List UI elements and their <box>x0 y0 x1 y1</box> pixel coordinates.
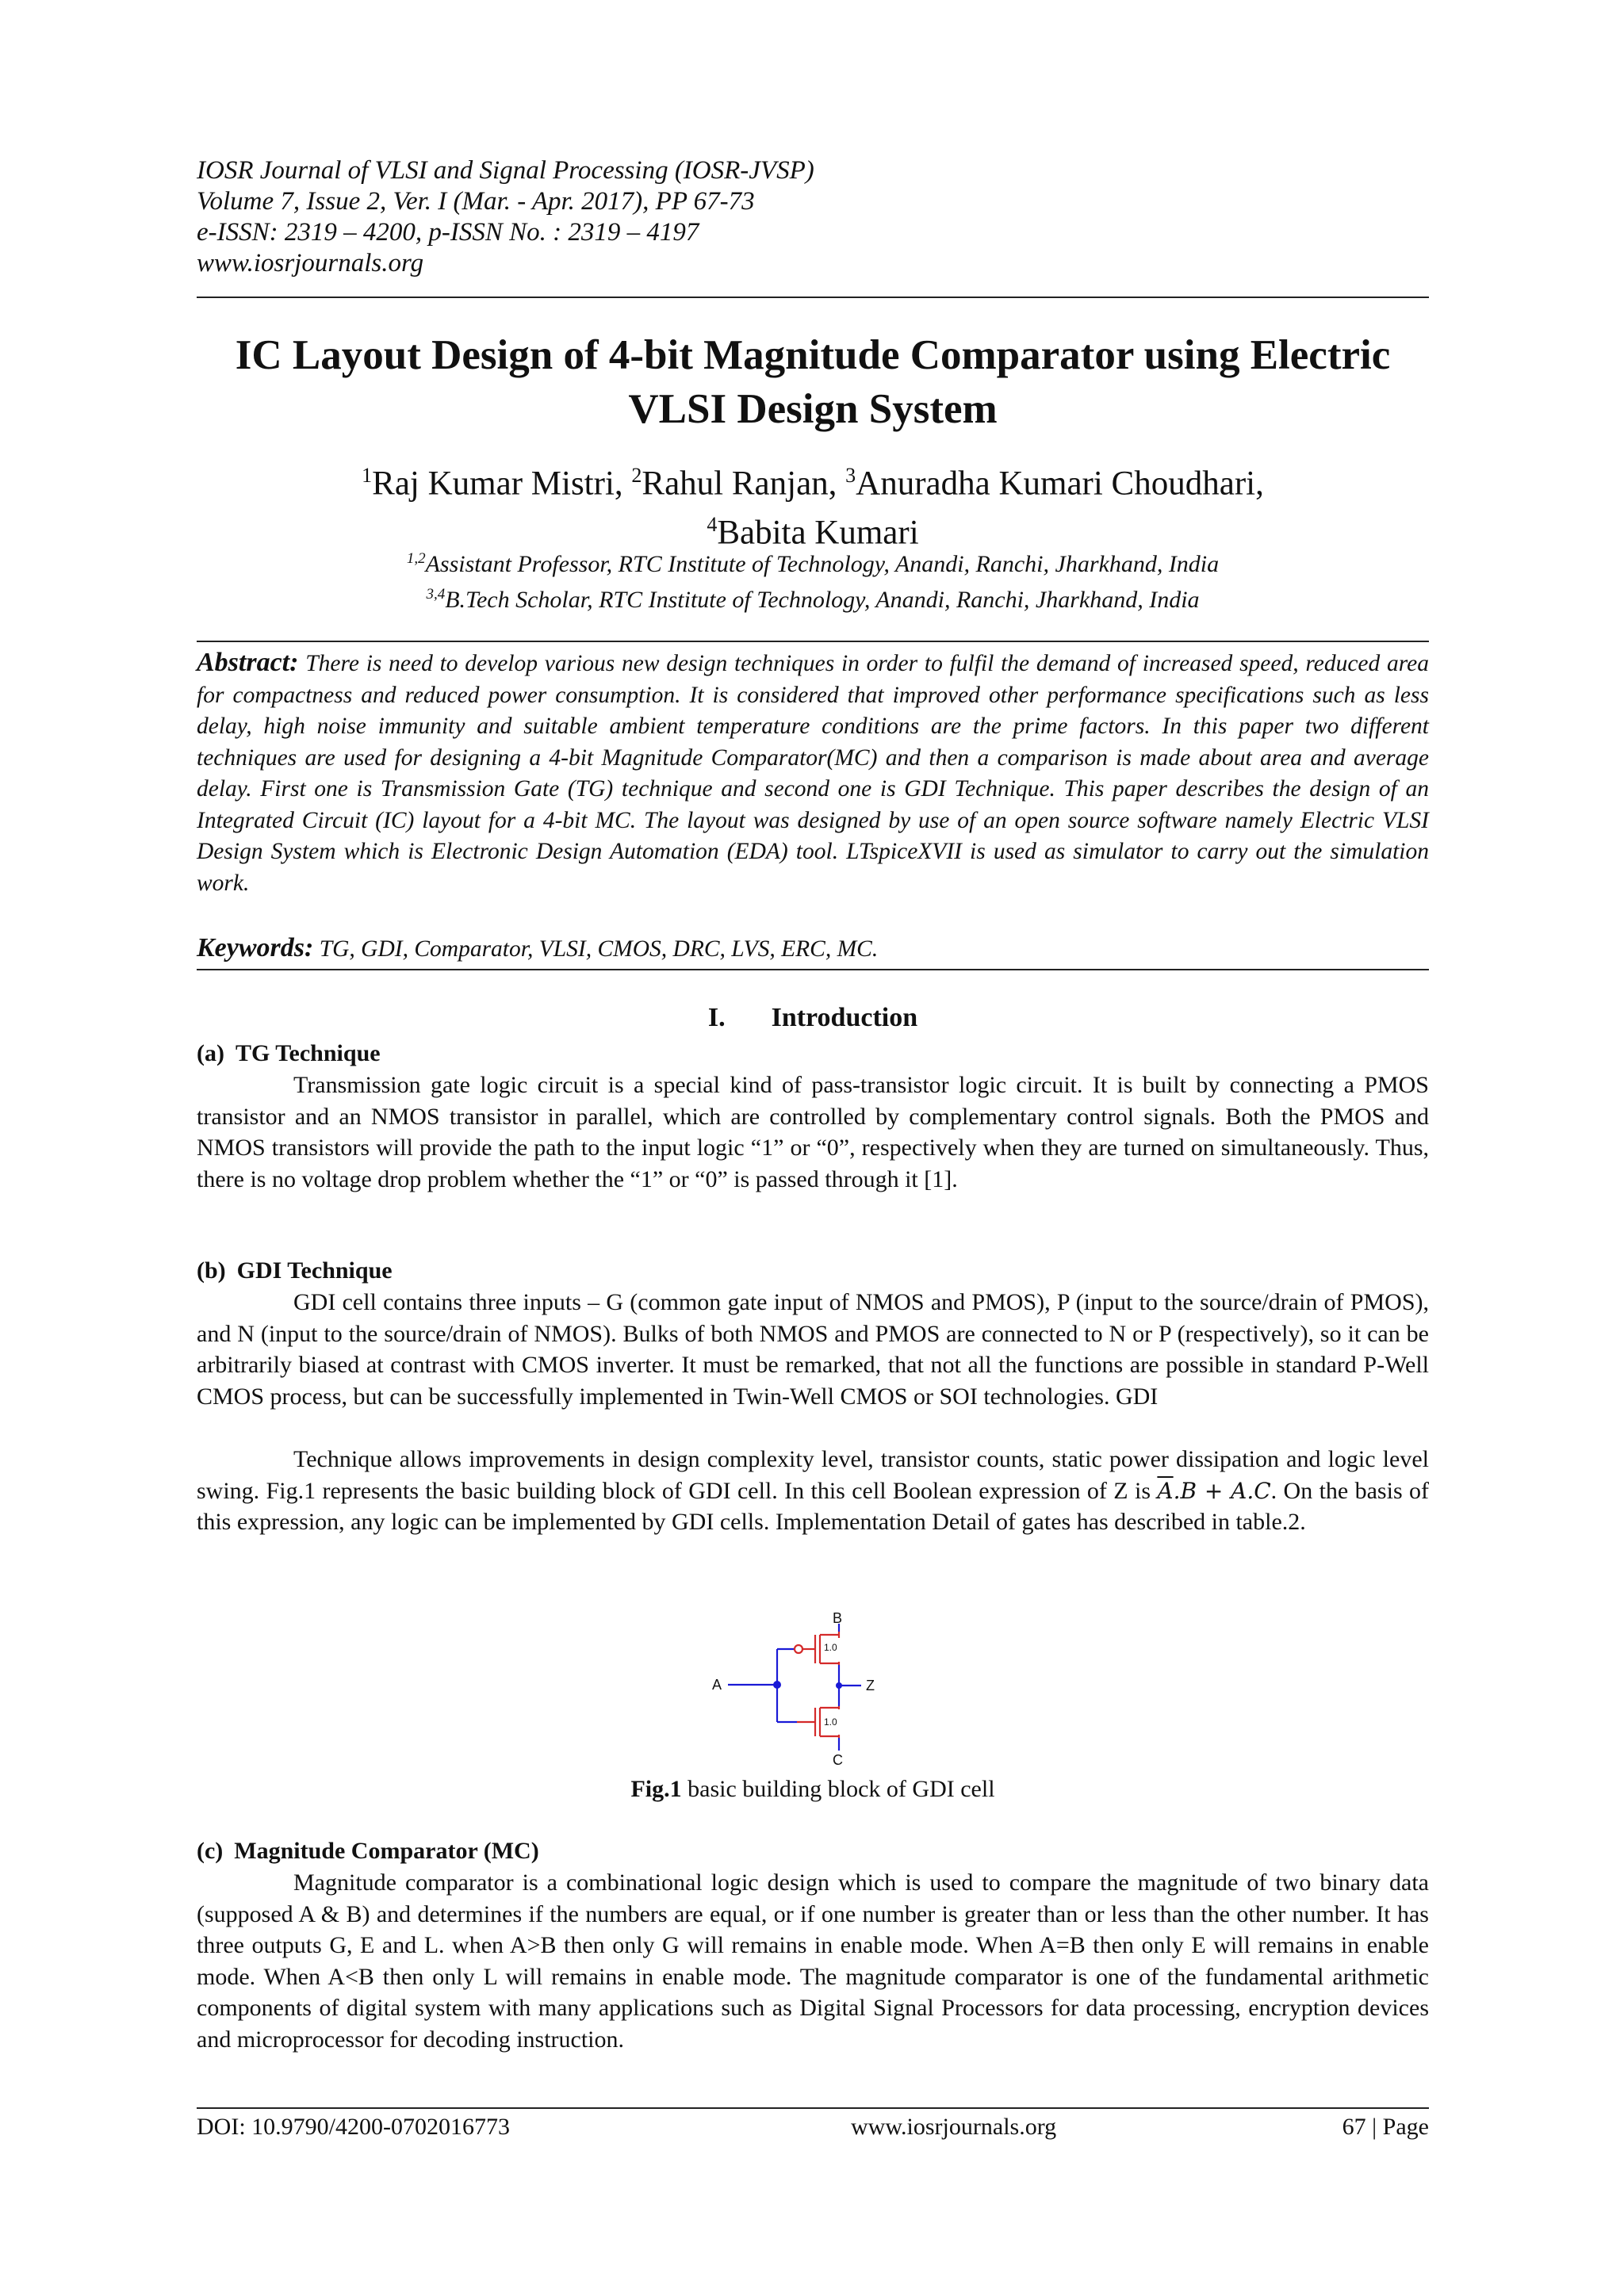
footer-page-number: 67 | Page <box>1342 2114 1429 2140</box>
subsection-title: GDI Technique <box>236 1257 393 1284</box>
schematic-labels <box>712 1610 875 1768</box>
affiliation-1: Assistant Professor, RTC Institute of Technology, Anandi, Ranchi, Jharkhand, India <box>425 551 1220 577</box>
section-heading-introduction <box>197 1002 1429 1034</box>
abstract-bottom-divider <box>197 969 1429 970</box>
keywords <box>197 932 1429 965</box>
header-divider <box>197 297 1429 298</box>
author-3-sup: 3 <box>845 464 856 487</box>
footer-divider <box>197 2107 1429 2109</box>
journal-header <box>197 155 1429 279</box>
title-line-2: VLSI Design System <box>628 386 998 432</box>
paragraph-text: Technique allows improvements in design complexity level, transistor counts, static power dissipation and logic level swing. Fig.1 represents the basic building block of GDI cell. In this cell Boolean expression of Z is <box>197 1446 1429 1504</box>
footer-website[interactable]: www.iosrjournals.org <box>851 2114 1057 2140</box>
keywords-label: Keywords: <box>197 933 314 962</box>
author-list <box>197 455 1429 554</box>
label-nmos-width: 1.0 <box>824 1716 837 1728</box>
affiliations <box>197 544 1429 615</box>
author-4: Babita Kumari <box>717 514 919 552</box>
paragraph-text: GDI cell contains three inputs – G (common gate input of NMOS and PMOS), P (input to the source/drain of PMOS), and N (input to the source/drain of NMOS). Bulks of both NMOS and PMOS are connected to N or P (respectively), so it can be arbitrarily biased at contrast with CMOS inverter. It must be remarked, that not all the functions are possible in standard P-Well CMOS process, but can be successfully implemented in Twin-Well CMOS or SOI technologies. GDI <box>197 1289 1429 1410</box>
journal-volume: Volume 7, Issue 2, Ver. I (Mar. - Apr. 2017), PP 67-73 <box>197 187 755 216</box>
expression-rest: .B + A.C <box>1173 1477 1271 1504</box>
footer-doi[interactable]: DOI: 10.9790/4200-0702016773 <box>197 2114 510 2140</box>
expression-a-bar: $\overline{A}$ <box>1157 1477 1174 1504</box>
label-c: C <box>833 1752 843 1768</box>
paragraph-magnitude-comparator <box>197 1867 1429 2056</box>
affiliation-2: B.Tech Scholar, RTC Institute of Technology, Anandi, Ranchi, Jharkhand, India <box>445 587 1200 613</box>
journal-issn: e-ISSN: 2319 – 4200, p-ISSN No. : 2319 – 4197 <box>197 218 699 247</box>
paragraph-tg-technique <box>197 1070 1429 1195</box>
paragraph-text-continued: . On the basis of this expression, any logic can be implemented by GDI cells. Implementation Detail of gates has described in table.2. <box>197 1477 1429 1536</box>
paper-title <box>197 328 1429 436</box>
section-title: Introduction <box>771 1003 918 1032</box>
author-3: Anuradha Kumari Choudhari, <box>856 465 1264 503</box>
label-b: B <box>833 1610 843 1626</box>
abstract-label: Abstract: <box>197 648 299 677</box>
abstract-text: There is need to develop various new design techniques in order to fulfil the demand of increased speed, reduced area for compactness and reduced power consumption. It is considered that improved other performance specifications such as less delay, high noise immunity and suitable ambient temperature conditions are the prime factors. In this paper two different techniques are used for designing a 4-bit Magnitude Comparator(MC) and then a comparison is made about area and average delay. First one is Transmission Gate (TG) technique and second one is GDI Technique. This paper describes the design of an Integrated Circuit (IC) layout for a 4-bit MC. The layout was designed by use of an open source software namely Electric VLSI Design System which is Electronic Design Automation (EDA) tool. LTspiceXVII is used as simulator to carry out the simulation work. <box>197 651 1430 896</box>
subsection-index: (c) <box>197 1838 224 1864</box>
label-a: A <box>712 1677 722 1693</box>
title-line-1: IC Layout Design of 4-bit Magnitude Comparator using Electric <box>235 332 1391 378</box>
caption-text: basic building block of GDI cell <box>681 1776 995 1802</box>
gdi-cell-schematic <box>712 1609 942 1768</box>
label-z: Z <box>866 1678 875 1693</box>
author-4-sup: 4 <box>707 513 718 537</box>
subsection-index: (a) <box>197 1040 224 1066</box>
affiliation-1-sup: 1,2 <box>406 550 426 567</box>
author-2: Rahul Ranjan, <box>642 465 846 503</box>
junction-dot-z <box>836 1682 842 1689</box>
keywords-text: TG, GDI, Comparator, VLSI, CMOS, DRC, LVS, ERC, MC. <box>319 936 879 962</box>
paragraph-text: Transmission gate logic circuit is a special kind of pass-transistor logic circuit. It is built by connecting a PMOS transistor and an NMOS transistor in parallel, which are controlled by complementary control signals. Both the PMOS and NMOS transistors will provide the path to the input logic “1” or “0”, respectively when they are turned on simultaneously. Thus, there is no voltage drop problem whether the “1” or “0” is passed through it [1]. <box>197 1072 1429 1192</box>
boolean-expression <box>1157 1478 1270 1504</box>
subsection-heading-gdi <box>197 1256 393 1286</box>
label-pmos-width: 1.0 <box>824 1642 837 1653</box>
journal-website[interactable]: www.iosrjournals.org <box>197 249 424 277</box>
affiliation-2-sup: 3,4 <box>426 586 446 603</box>
subsection-heading-mc <box>197 1836 539 1866</box>
author-1-sup: 1 <box>362 464 373 487</box>
paragraph-gdi-1 <box>197 1287 1429 1412</box>
figure-1-caption <box>197 1774 1429 1804</box>
journal-name: IOSR Journal of VLSI and Signal Processing (IOSR-JVSP) <box>197 156 814 185</box>
subsection-index: (b) <box>197 1257 226 1284</box>
subsection-title: Magnitude Comparator (MC) <box>234 1838 539 1864</box>
pmos-bubble <box>795 1645 802 1653</box>
subsection-title: TG Technique <box>235 1040 381 1066</box>
junction-dot-a <box>773 1681 781 1689</box>
subsection-heading-tg <box>197 1039 381 1069</box>
abstract <box>197 647 1429 899</box>
author-1: Raj Kumar Mistri, <box>372 465 632 503</box>
paper-page <box>197 0 1429 2296</box>
paragraph-text: Magnitude comparator is a combinational logic design which is used to compare the magnitude of two binary data (supposed A & B) and determines if the numbers are equal, or if one number is greater than or less than the other number. It has three outputs G, E and L. when A>B then only G will remains in enable mode. When A=B then only E will remains in enable mode. When A<B then only L will remains in enable mode. The magnitude comparator is one of the fundamental arithmetic components of digital system with many applications such as Digital Signal Processors for data processing, encryption devices and microprocessor for decoding instruction. <box>197 1869 1429 2053</box>
caption-label: Fig.1 <box>630 1776 682 1802</box>
section-number: I. <box>707 1003 726 1032</box>
paragraph-gdi-2 <box>197 1444 1429 1538</box>
abstract-top-divider <box>197 641 1429 642</box>
author-2-sup: 2 <box>631 464 642 487</box>
